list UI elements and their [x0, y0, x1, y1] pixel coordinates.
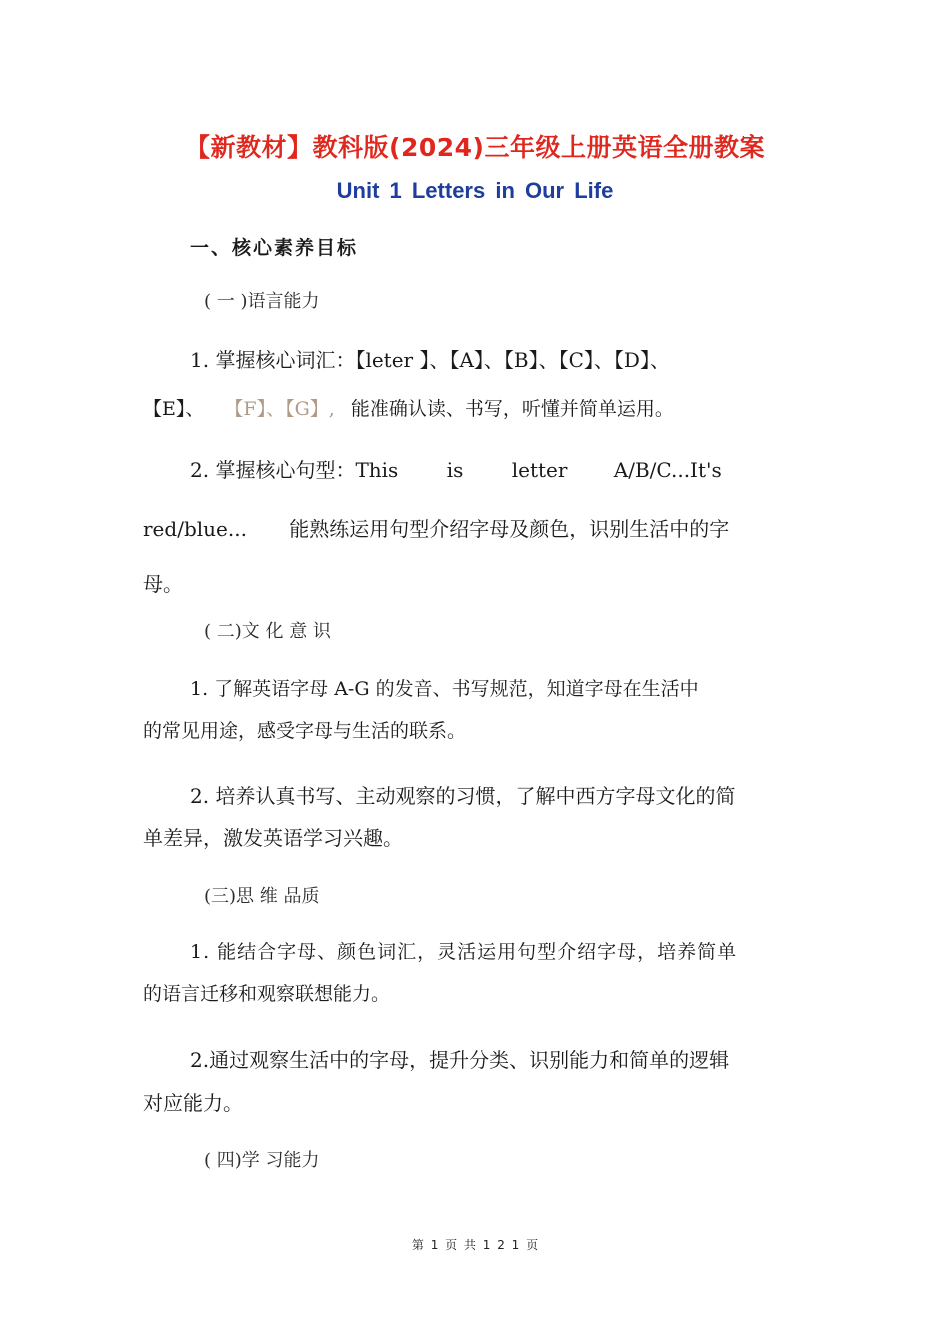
- unit-title: Unit 1 Letters in Our Life: [336, 178, 614, 203]
- culture-1-line-1: 1. 了解英语字母 A-G 的发音、书写规范，知道字母在生活中: [190, 678, 699, 700]
- culture-1-line-2: 的常见用途，感受字母与生活的联系。: [143, 720, 467, 742]
- sentence-line-2: [143, 513, 729, 542]
- vocab-requirement: 能准确认读、书写，听懂并简单运用。: [350, 398, 674, 420]
- subheading-thinking: (三)思 维 品质: [204, 886, 320, 907]
- vocab-letters-f-g: 【F】、【G】,: [224, 398, 335, 420]
- sentence-line-3: 母。: [143, 572, 183, 596]
- culture-2-line-2: 单差异，激发英语学习兴趣。: [143, 826, 403, 850]
- sentence-word-letter: letter: [511, 458, 568, 482]
- vocab-line-1: 1. 掌握核心词汇：【leter 】、【A】、【B】、【C】、【D】、: [190, 348, 670, 372]
- page-footer: 第 1 页 共 1 2 1 页: [411, 1238, 539, 1252]
- culture-2-line-1: 2. 培养认真书写、主动观察的习惯，了解中西方字母文化的简: [190, 784, 736, 808]
- subheading-culture: ( 二)文 化 意 识: [204, 621, 331, 642]
- subheading-learning: ( 四)学 习能力: [204, 1150, 320, 1171]
- sentence-line-1: [190, 454, 722, 483]
- sentence-colors: red/blue...: [143, 517, 247, 541]
- subheading-language: ( 一 )语言能力: [204, 291, 320, 312]
- sentence-word-abc: A/B/C...It's: [613, 458, 722, 482]
- thinking-1-line-1: 1. 能结合字母、颜色词汇，灵活运用句型介绍字母，培养简单: [190, 941, 738, 963]
- thinking-2-line-1: 2.通过观察生活中的字母，提升分类、识别能力和简单的逻辑: [190, 1048, 730, 1072]
- document-title: 【新教材】教科版(2024)三年级上册英语全册教案: [185, 133, 765, 162]
- vocab-letter-e: 【E】、: [143, 398, 205, 420]
- sentence-intro: 2. 掌握核心句型：This: [190, 458, 399, 482]
- sentence-usage: 能熟练运用句型介绍字母及颜色，识别生活中的字: [289, 517, 730, 541]
- thinking-1-line-2: 的语言迁移和观察联想能力。: [143, 983, 391, 1005]
- vocab-line-2: [143, 394, 674, 421]
- sentence-word-is: is: [446, 458, 464, 482]
- section-heading-core-goals: 一、核心素养目标: [190, 237, 359, 259]
- thinking-2-line-2: 对应能力。: [143, 1091, 243, 1115]
